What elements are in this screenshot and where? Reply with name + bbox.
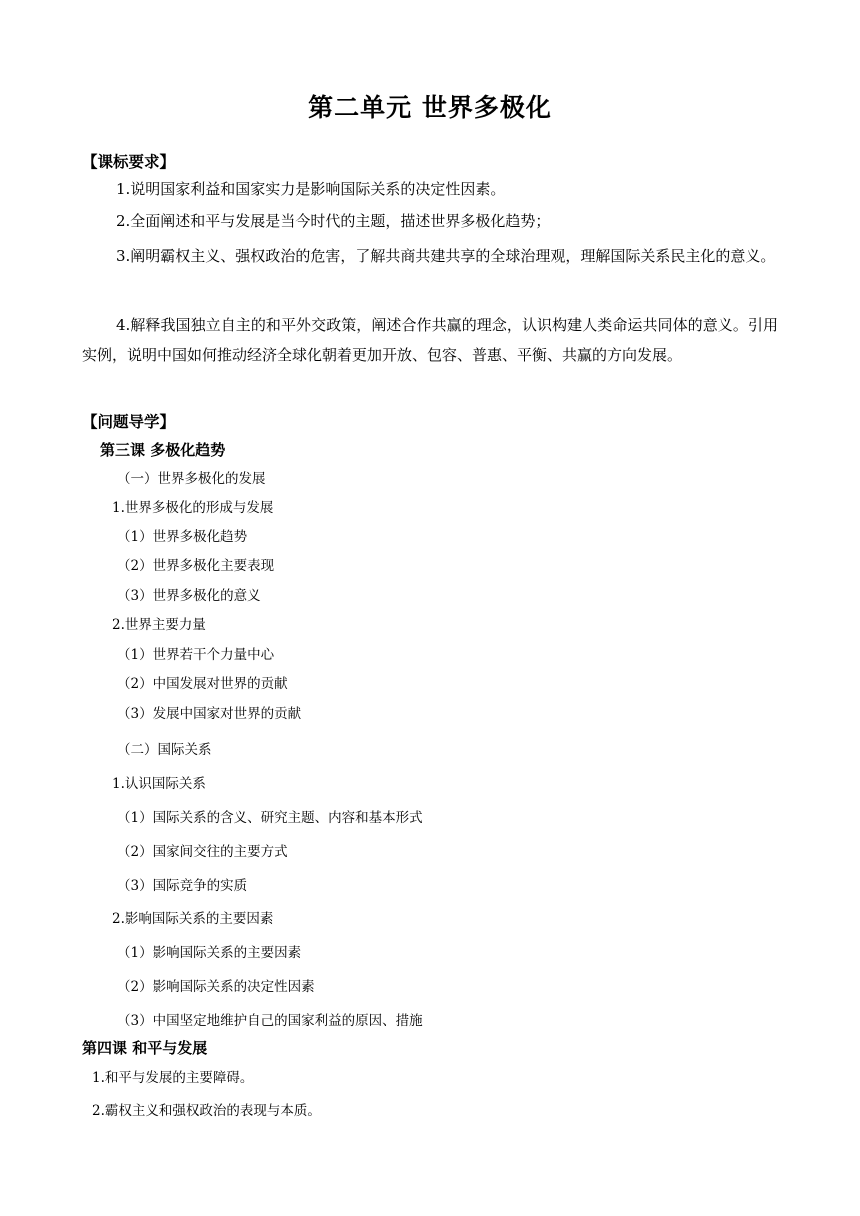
outline-item: （3）国际竞争的实质: [117, 878, 248, 894]
lesson3-part2-sub1-title: 1.认识国际关系: [112, 776, 206, 792]
outline-item: （1）国际关系的含义、研究主题、内容和基本形式: [117, 810, 423, 826]
requirement-item-4: 4.解释我国独立自主的和平外交政策，阐述合作共赢的理念，认识构建人类命运共同体的意义。引用实例，说明中国如何推动经济全球化朝着更加开放、包容、普惠、平衡、共赢的方向发展。: [82, 316, 778, 364]
lesson3-title: 第三课 多极化趋势: [100, 441, 226, 459]
outline-item: （2）中国发展对世界的贡献: [117, 676, 288, 692]
requirement-item-1: 1.说明国家利益和国家实力是影响国际关系的决定性因素。: [116, 180, 506, 198]
outline-item: （2）世界多极化主要表现: [117, 558, 275, 574]
requirement-item-3: 3.阐明霸权主义、强权政治的危害，了解共商共建共享的全球治理观，理解国际关系民主化的意义。: [116, 247, 776, 265]
lesson3-part1-title: （一）世界多极化的发展: [117, 471, 266, 487]
lesson3-part1-sub2-title: 2.世界主要力量: [112, 617, 206, 633]
document-title: 第二单元 世界多极化: [308, 93, 552, 122]
outline-item: （3）发展中国家对世界的贡献: [117, 706, 302, 722]
outline-item: （1）世界若干个力量中心: [117, 647, 275, 663]
lesson3-part1-sub1-title: 1.世界多极化的形成与发展: [112, 500, 274, 516]
outline-item: 2.霸权主义和强权政治的表现与本质。: [92, 1103, 321, 1119]
lesson3-part2-title: （二）国际关系: [117, 742, 212, 758]
requirement-item-2: 2.全面阐述和平与发展是当今时代的主题，描述世界多极化趋势；: [116, 212, 551, 230]
outline-item: 1.和平与发展的主要障碍。: [92, 1070, 254, 1086]
outline-item: （2）国家间交往的主要方式: [117, 844, 288, 860]
outline-item: （2）影响国际关系的决定性因素: [117, 979, 315, 995]
outline-item: （3）世界多极化的意义: [117, 588, 261, 604]
section-heading-requirements: 【课标要求】: [82, 153, 176, 171]
section-heading-guide: 【问题导学】: [82, 413, 176, 431]
lesson3-part2-sub2-title: 2.影响国际关系的主要因素: [112, 911, 274, 927]
outline-item: （1）影响国际关系的主要因素: [117, 945, 302, 961]
outline-item: （1）世界多极化趋势: [117, 529, 248, 545]
outline-item: （3）中国坚定地维护自己的国家利益的原因、措施: [117, 1013, 423, 1029]
lesson4-title: 第四课 和平与发展: [82, 1039, 208, 1057]
